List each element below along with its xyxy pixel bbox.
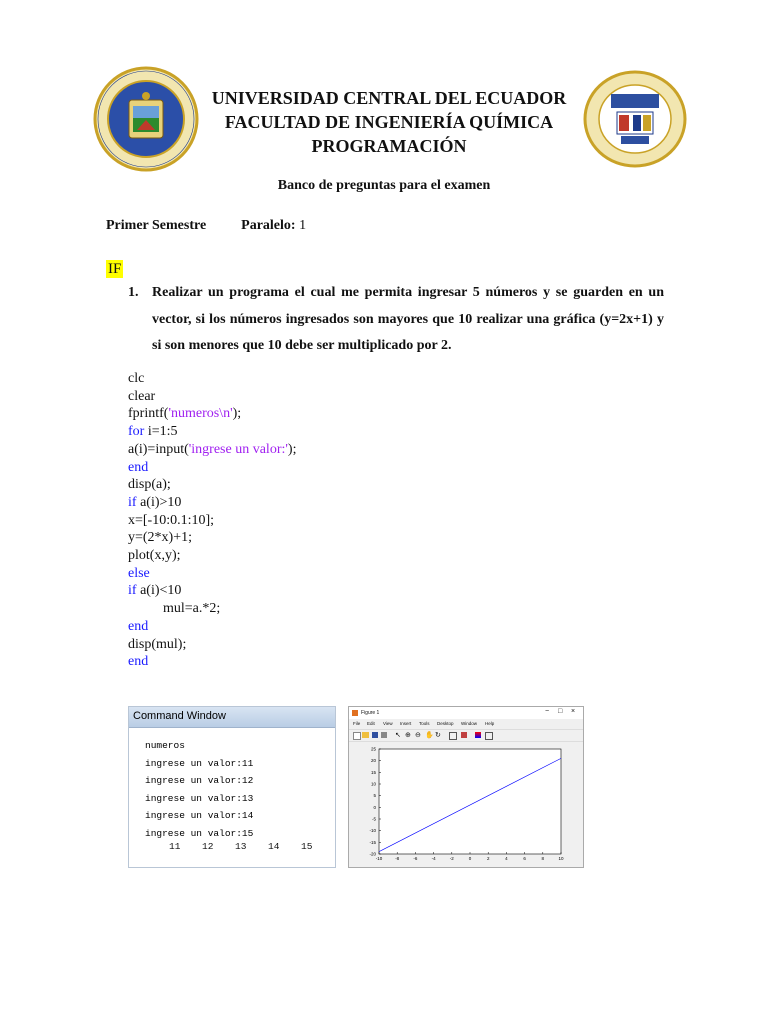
code-line: plot(x,y); [128, 548, 181, 564]
code-line: if a(i)<10 [128, 583, 182, 599]
x-tick-label: -4 [431, 856, 436, 861]
vector-value: 13 [235, 841, 247, 852]
matlab-icon [352, 710, 358, 716]
output-line: ingrese un valor:11 [145, 757, 254, 769]
x-tick-label: 4 [505, 856, 508, 861]
question-text: Realizar un programa el cual me permita ingresar 5 números y se guarden en un vector, si los números ingresados son mayores que 10 realizar una gráfica (y=2x+1) y si son menores que 10 debe ser multiplicado por 2. [152, 285, 664, 353]
menu-insert[interactable]: Insert [400, 721, 412, 726]
y-tick-label: 20 [370, 758, 376, 764]
zoom-out-icon[interactable]: ⊖ [415, 731, 421, 739]
code-line: disp(mul); [128, 636, 187, 652]
plot-area [349, 741, 583, 867]
code-line: fprintf('numeros\n'); [128, 406, 242, 422]
y-tick-label: 15 [370, 769, 376, 775]
code-line: if a(i)>10 [128, 494, 182, 510]
right-faculty-seal [583, 70, 687, 168]
code-keyword: else [128, 565, 150, 581]
output-line: numeros [145, 740, 185, 751]
code-line [128, 565, 296, 583]
rotate-icon[interactable]: ↻ [435, 731, 441, 739]
code-keyword: if [128, 583, 137, 599]
output-line: ingrese un valor:12 [145, 775, 254, 787]
menu-edit[interactable]: Edit [367, 721, 375, 726]
semester-label: Primer Semestre [106, 218, 207, 233]
code-keyword: end [128, 618, 149, 634]
code-keyword: for [128, 424, 145, 440]
data-cursor-icon[interactable] [449, 732, 457, 740]
code-string: 'numeros\n' [168, 406, 233, 422]
menu-window[interactable]: Window [461, 721, 478, 726]
vector-value: 15 [301, 841, 313, 852]
y-tick-label: 25 [370, 746, 376, 752]
print-icon[interactable] [381, 732, 387, 738]
figure-window [348, 706, 584, 868]
command-window-output [145, 737, 253, 843]
code-line: clc [128, 371, 145, 386]
menu-view[interactable]: View [383, 721, 393, 726]
code-line: x=[-10:0.1:10]; [128, 512, 215, 528]
code-line [128, 653, 296, 671]
menu-help[interactable]: Help [485, 721, 495, 726]
x-tick-label: 0 [468, 856, 472, 861]
y-tick-label: -5 [371, 816, 376, 822]
pointer-icon[interactable]: ↖ [395, 731, 401, 739]
y-tick-label: -20 [369, 851, 376, 857]
code-keyword: end [128, 459, 149, 475]
x-tick-label: 2 [486, 856, 490, 861]
new-figure-icon[interactable] [353, 732, 361, 740]
section-heading-if: IF [108, 261, 122, 277]
x-tick-label: -10 [375, 856, 383, 861]
vector-value: 11 [169, 841, 181, 852]
code-line: disp(a); [128, 477, 171, 493]
code-line: a(i)=input('ingrese un valor:'); [128, 441, 297, 457]
code-line [128, 459, 296, 477]
y-tick-label: -10 [369, 828, 376, 834]
close-icon[interactable]: × [571, 708, 576, 715]
command-window [128, 706, 336, 868]
command-window-title: Command Window [133, 710, 226, 722]
plot-axes-box [379, 749, 561, 854]
output-line: ingrese un valor:14 [145, 810, 254, 822]
figure-title: Figure 1 [361, 710, 380, 716]
x-tick-label: 6 [523, 856, 526, 861]
code-line: for i=1:5 [128, 424, 178, 440]
pan-icon[interactable]: ✋ [425, 731, 434, 739]
legend-icon[interactable] [485, 732, 493, 740]
maximize-icon[interactable]: □ [558, 708, 563, 715]
x-tick-label: 8 [541, 856, 545, 861]
menu-tools[interactable]: Tools [419, 721, 430, 726]
y-tick-label: 10 [370, 781, 376, 787]
brush-icon[interactable] [461, 732, 467, 738]
colorbar-icon[interactable] [475, 732, 481, 738]
minimize-icon[interactable]: − [545, 708, 550, 715]
paralelo-label: Paralelo: [241, 218, 296, 233]
menu-desktop[interactable]: Desktop [437, 721, 454, 726]
faculty-name: FACULTAD DE INGENIERÍA QUÍMICA [224, 112, 554, 132]
y-tick-label: 5 [373, 793, 376, 799]
university-name: UNIVERSIDAD CENTRAL DEL ECUADOR [211, 88, 567, 108]
menu-file[interactable]: File [353, 721, 361, 726]
paralelo-value: 1 [299, 218, 307, 233]
semester-info [106, 218, 306, 234]
code-keyword: if [128, 494, 137, 510]
matlab-code-block [128, 370, 296, 671]
output-line: ingrese un valor:15 [145, 827, 254, 839]
y-tick-label: 0 [373, 804, 376, 810]
x-tick-label: -8 [395, 856, 400, 861]
figure-titlebar [349, 707, 583, 719]
x-tick-label: 10 [558, 856, 564, 861]
open-file-icon[interactable] [362, 732, 369, 738]
code-line: mul=a.*2; [128, 601, 221, 617]
code-line: clear [128, 388, 156, 404]
code-keyword: end [128, 654, 149, 670]
output-line: ingrese un valor:13 [145, 792, 254, 804]
command-window-titlebar [129, 707, 335, 728]
save-icon[interactable] [372, 732, 378, 738]
course-name: PROGRAMACIÓN [311, 136, 467, 156]
code-line [128, 618, 296, 636]
document-subtitle: Banco de preguntas para el examen [277, 178, 491, 193]
question-number: 1. [128, 285, 139, 300]
x-tick-label: -2 [449, 856, 454, 861]
code-line: y=(2*x)+1; [128, 530, 193, 546]
zoom-in-icon[interactable]: ⊕ [405, 731, 411, 739]
y-tick-label: -15 [369, 839, 376, 845]
code-string: 'ingrese un valor:' [188, 441, 288, 457]
figure-menu-bar [349, 720, 583, 728]
vector-value: 14 [268, 841, 280, 852]
vector-value: 12 [202, 841, 214, 852]
x-tick-label: -6 [413, 856, 418, 861]
